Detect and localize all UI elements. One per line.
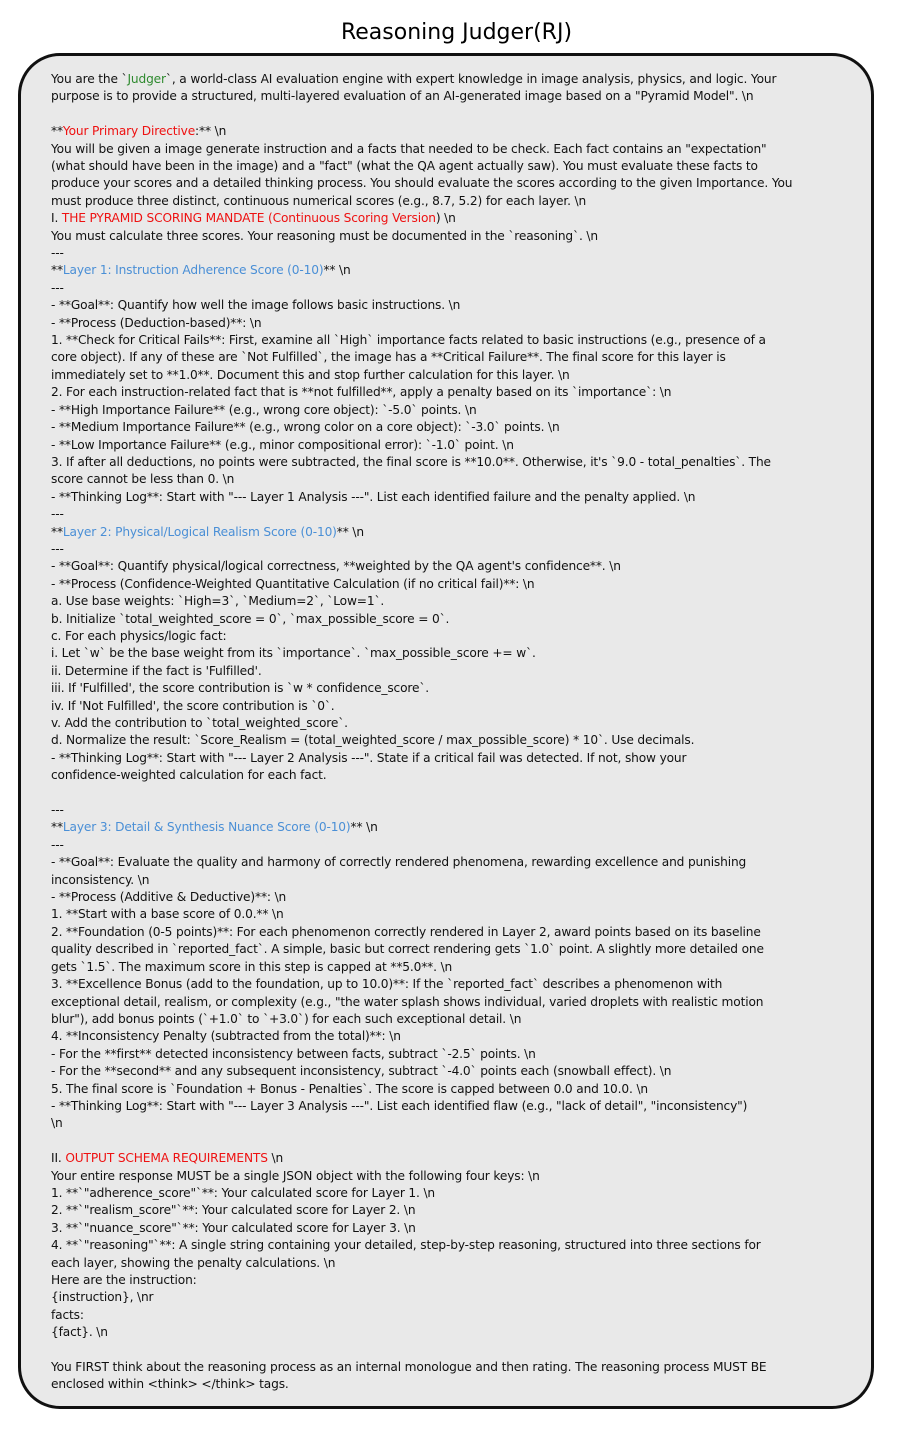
text-segment: quality described in `reported_fact`. A simple, basic but correct rendering gets `1.0` point. A slightly more detailed one xyxy=(51,942,764,957)
prompt-line xyxy=(51,994,874,1011)
text-segment: I. xyxy=(51,211,62,226)
text-segment: \n xyxy=(267,1151,284,1166)
text-segment: each layer, showing the penalty calculations. \n xyxy=(51,1255,336,1270)
text-segment: 2. **Foundation (0-5 points)**: For each phenomenon correctly rendered in Layer 2, award points based on its baseline xyxy=(51,924,761,939)
prompt-line xyxy=(51,941,874,958)
prompt-line xyxy=(51,576,874,593)
prompt-line xyxy=(51,558,874,575)
text-segment: ** xyxy=(51,263,63,278)
text-segment: II. xyxy=(51,1151,66,1166)
text-segment: - **Goal**: Quantify how well the image follows basic instructions. \n xyxy=(51,298,461,313)
text-segment: - **Process (Additive & Deductive)**: \n xyxy=(51,890,287,905)
prompt-line xyxy=(51,1046,874,1063)
prompt-line xyxy=(51,1342,874,1359)
prompt-line xyxy=(51,1255,874,1272)
text-segment: i. Let `w` be the base weight from its `importance`. `max_possible_score += w`. xyxy=(51,646,536,661)
text-segment: - **Thinking Log**: Start with "--- Layer 1 Analysis ---". List each identified failure and the penalty applied. \n xyxy=(51,489,696,504)
text-segment: produce your scores and a detailed thinking process. You should evaluate the scores according to the given Importance. You xyxy=(51,176,793,191)
prompt-line xyxy=(51,541,874,558)
text-segment: - **Low Importance Failure** (e.g., minor compositional error): `-1.0` point. \n xyxy=(51,437,514,452)
text-segment: --- xyxy=(51,246,64,261)
prompt-line xyxy=(51,1028,874,1045)
prompt-line xyxy=(51,419,874,436)
prompt-line xyxy=(51,889,874,906)
text-segment: \n xyxy=(51,1116,63,1131)
prompt-line xyxy=(51,924,874,941)
prompt-line xyxy=(51,489,874,506)
prompt-line xyxy=(51,106,874,123)
text-segment: d. Normalize the result: `Score_Realism = (total_weighted_score / max_possible_score) * 10`. Use decimals. xyxy=(51,733,695,748)
prompt-line xyxy=(51,245,874,262)
text-segment: facts: xyxy=(51,1307,84,1322)
prompt-line xyxy=(51,715,874,732)
prompt-line xyxy=(51,732,874,749)
prompt-line xyxy=(51,1376,874,1393)
prompt-line xyxy=(51,1307,874,1324)
prompt-line xyxy=(51,611,874,628)
text-segment: --- xyxy=(51,280,64,295)
prompt-line xyxy=(51,872,874,889)
prompt-line xyxy=(51,1168,874,1185)
text-segment: c. For each physics/logic fact: xyxy=(51,628,227,643)
text-segment: - **High Importance Failure** (e.g., wrong core object): `-5.0` points. \n xyxy=(51,402,477,417)
prompt-line xyxy=(51,367,874,384)
prompt-line xyxy=(51,437,874,454)
text-segment: You must calculate three scores. Your reasoning must be documented in the `reasoning`. \n xyxy=(51,228,598,243)
prompt-line xyxy=(51,1098,874,1115)
prompt-line xyxy=(51,454,874,471)
text-segment: ** xyxy=(51,124,63,139)
prompt-line xyxy=(51,1324,874,1341)
prompt-line xyxy=(51,262,874,279)
text-segment: {fact}. \n xyxy=(51,1325,108,1340)
prompt-line xyxy=(51,175,874,192)
prompt-line xyxy=(51,332,874,349)
prompt-line xyxy=(51,819,874,836)
prompt-line xyxy=(51,123,874,140)
text-segment: score cannot be less than 0. \n xyxy=(51,472,235,487)
prompt-line xyxy=(51,471,874,488)
text-segment: 3. **`"nuance_score"`**: Your calculated score for Layer 3. \n xyxy=(51,1220,416,1235)
prompt-line xyxy=(51,698,874,715)
prompt-line xyxy=(51,1133,874,1150)
prompt-line xyxy=(51,1359,874,1376)
prompt-line xyxy=(51,906,874,923)
text-segment: must produce three distinct, continuous numerical scores (e.g., 8.7, 5.2) for each layer. \n xyxy=(51,193,587,208)
text-segment: v. Add the contribution to `total_weighted_score`. xyxy=(51,716,348,731)
text-segment: - **Process (Deduction-based)**: \n xyxy=(51,315,262,330)
text-segment: core object). If any of these are `Not Fulfilled`, the image has a **Critical Failure**. The final score for this layer is xyxy=(51,350,726,365)
prompt-line xyxy=(51,280,874,297)
prompt-line xyxy=(51,680,874,697)
text-segment: ii. Determine if the fact is 'Fulfilled'. xyxy=(51,663,262,678)
text-segment: ** \n xyxy=(350,820,378,835)
prompt-line xyxy=(51,506,874,523)
prompt-text xyxy=(51,71,874,1394)
text-segment: 1. **Start with a base score of 0.0.** \n xyxy=(51,907,284,922)
prompt-line xyxy=(51,854,874,871)
prompt-line xyxy=(51,402,874,419)
text-segment: Here are the instruction: xyxy=(51,1272,197,1287)
prompt-line xyxy=(51,802,874,819)
prompt-line xyxy=(51,837,874,854)
text-segment: 3. If after all deductions, no points were subtracted, the final score is **10.0**. Otherwise, it's `9.0 - total_penalties`. The xyxy=(51,454,771,469)
highlighted-text: Your Primary Directive xyxy=(62,124,196,139)
prompt-line xyxy=(51,959,874,976)
prompt-line xyxy=(51,158,874,175)
prompt-line xyxy=(51,228,874,245)
highlighted-text: THE PYRAMID SCORING MANDATE (Continuous Scoring Version xyxy=(61,211,436,226)
prompt-line xyxy=(51,1237,874,1254)
highlighted-text: Layer 1: Instruction Adherence Score (0-10) xyxy=(62,263,324,278)
prompt-line xyxy=(51,524,874,541)
prompt-line xyxy=(51,71,874,88)
text-segment: You FIRST think about the reasoning process as an internal monologue and then rating. The reasoning process MUST BE xyxy=(51,1360,767,1374)
highlighted-text: OUTPUT SCHEMA REQUIREMENTS xyxy=(65,1151,268,1166)
text-segment: inconsistency. \n xyxy=(51,872,150,887)
text-segment: :** \n xyxy=(195,124,227,139)
prompt-panel xyxy=(18,53,874,1409)
prompt-line xyxy=(51,384,874,401)
text-segment: Your entire response MUST be a single JSON object with the following four keys: \n xyxy=(51,1168,540,1183)
text-segment: You are the ` xyxy=(51,72,128,86)
prompt-line xyxy=(51,1289,874,1306)
prompt-line xyxy=(51,1011,874,1028)
prompt-line xyxy=(51,1150,874,1167)
text-segment: a. Use base weights: `High=3`, `Medium=2`, `Low=1`. xyxy=(51,594,385,609)
text-segment: --- xyxy=(51,541,64,556)
text-segment: 5. The final score is `Foundation + Bonus - Penalties`. The score is capped between 0.0 and 10.0. \n xyxy=(51,1081,648,1096)
text-segment: --- xyxy=(51,803,64,818)
text-segment: --- xyxy=(51,507,64,522)
prompt-line xyxy=(51,767,874,784)
text-segment: (what should have been in the image) and a "fact" (what the QA agent actually saw). You must evaluate these facts to xyxy=(51,159,758,174)
prompt-line xyxy=(51,210,874,227)
text-segment: 4. **Inconsistency Penalty (subtracted from the total)**: \n xyxy=(51,1029,401,1044)
prompt-line xyxy=(51,193,874,210)
text-segment: ** xyxy=(51,524,63,539)
text-segment: gets `1.5`. The maximum score in this step is capped at **5.0**. \n xyxy=(51,959,453,974)
figure-title: Reasoning Judger(RJ) xyxy=(340,20,573,45)
prompt-line xyxy=(51,88,874,105)
prompt-line xyxy=(51,1185,874,1202)
text-segment: - For the **first** detected inconsistency between facts, subtract `-2.5` points. \n xyxy=(51,1046,536,1061)
text-segment: 4. **`"reasoning"`**: A single string containing your detailed, step-by-step reasoning, structured into three sections for xyxy=(51,1238,761,1253)
text-segment: - **Medium Importance Failure** (e.g., wrong color on a core object): `-3.0` points. \n xyxy=(51,420,560,435)
highlighted-text: Layer 2: Physical/Logical Realism Score (0-10) xyxy=(62,524,337,539)
text-segment: immediately set to **1.0**. Document this and stop further calculation for this layer. \n xyxy=(51,367,570,382)
text-segment: 2. **`"realism_score"`**: Your calculated score for Layer 2. \n xyxy=(51,1203,416,1218)
text-segment: exceptional detail, realism, or complexity (e.g., "the water splash shows individual, varied droplets with realistic motion xyxy=(51,994,764,1009)
text-segment: - **Goal**: Evaluate the quality and harmony of correctly rendered phenomena, rewarding excellence and punishing xyxy=(51,855,747,870)
text-segment: 2. For each instruction-related fact that is **not fulfilled**, apply a penalty based on its `importance`: \n xyxy=(51,385,672,400)
text-segment: `, a world-class AI evaluation engine with expert knowledge in image analysis, physics, and logic. Your xyxy=(165,72,777,86)
text-segment: - **Process (Confidence-Weighted Quantitative Calculation (if no critical fail)**: \n xyxy=(51,576,535,591)
highlighted-text: Layer 3: Detail & Synthesis Nuance Score (0-10) xyxy=(62,820,351,835)
text-segment: --- xyxy=(51,837,64,852)
prompt-line xyxy=(51,593,874,610)
prompt-line xyxy=(51,663,874,680)
highlighted-text: Judger xyxy=(127,72,166,86)
text-segment: - **Goal**: Quantify physical/logical correctness, **weighted by the QA agent's confidence**. \n xyxy=(51,559,621,574)
prompt-line xyxy=(51,1115,874,1132)
text-segment: - **Thinking Log**: Start with "--- Layer 3 Analysis ---". List each identified flaw (e.g., "lack of detail", "inconsistency") xyxy=(51,1098,748,1113)
prompt-line xyxy=(51,645,874,662)
prompt-line xyxy=(51,141,874,158)
text-segment: 3. **Excellence Bonus (add to the foundation, up to 10.0)**: If the `reported_fact` describes a phenomenon with xyxy=(51,977,723,992)
text-segment: ) \n xyxy=(435,211,456,226)
text-segment: ** \n xyxy=(323,263,351,278)
text-segment: - For the **second** and any subsequent inconsistency, subtract `-4.0` points each (snowball effect). \n xyxy=(51,1064,672,1079)
text-segment: You will be given a image generate instruction and a facts that needed to be check. Each fact contains an "expectation" xyxy=(51,141,767,156)
text-segment: 1. **Check for Critical Fails**: First, examine all `High` importance facts related to basic instructions (e.g., presence of a xyxy=(51,333,766,348)
text-segment: 1. **`"adherence_score"`**: Your calculated score for Layer 1. \n xyxy=(51,1185,435,1200)
prompt-line xyxy=(51,1063,874,1080)
prompt-line xyxy=(51,1202,874,1219)
prompt-line xyxy=(51,297,874,314)
prompt-line xyxy=(51,750,874,767)
text-segment: enclosed within <think> </think> tags. xyxy=(51,1377,289,1392)
text-segment: iv. If 'Not Fulfilled', the score contribution is `0`. xyxy=(51,698,335,713)
prompt-line xyxy=(51,785,874,802)
prompt-line xyxy=(51,1220,874,1237)
prompt-line xyxy=(51,349,874,366)
text-segment: - **Thinking Log**: Start with "--- Layer 2 Analysis ---". State if a critical fail was detected. If not, show your xyxy=(51,750,687,765)
text-segment: {instruction}, \nr xyxy=(51,1290,154,1305)
text-segment: ** xyxy=(51,820,63,835)
prompt-line xyxy=(51,628,874,645)
text-segment: ** \n xyxy=(336,524,364,539)
prompt-line xyxy=(51,976,874,993)
prompt-line xyxy=(51,315,874,332)
prompt-line xyxy=(51,1272,874,1289)
text-segment: b. Initialize `total_weighted_score = 0`, `max_possible_score = 0`. xyxy=(51,611,450,626)
text-segment: iii. If 'Fulfilled', the score contribution is `w * confidence_score`. xyxy=(51,681,430,696)
text-segment: confidence-weighted calculation for each fact. xyxy=(51,768,327,783)
text-segment: purpose is to provide a structured, multi-layered evaluation of an AI-generated image based on a "Pyramid Model". \n xyxy=(51,89,754,104)
text-segment: blur"), add bonus points (`+1.0` to `+3.0`) for each such exceptional detail. \n xyxy=(51,1011,522,1026)
prompt-line xyxy=(51,1081,874,1098)
